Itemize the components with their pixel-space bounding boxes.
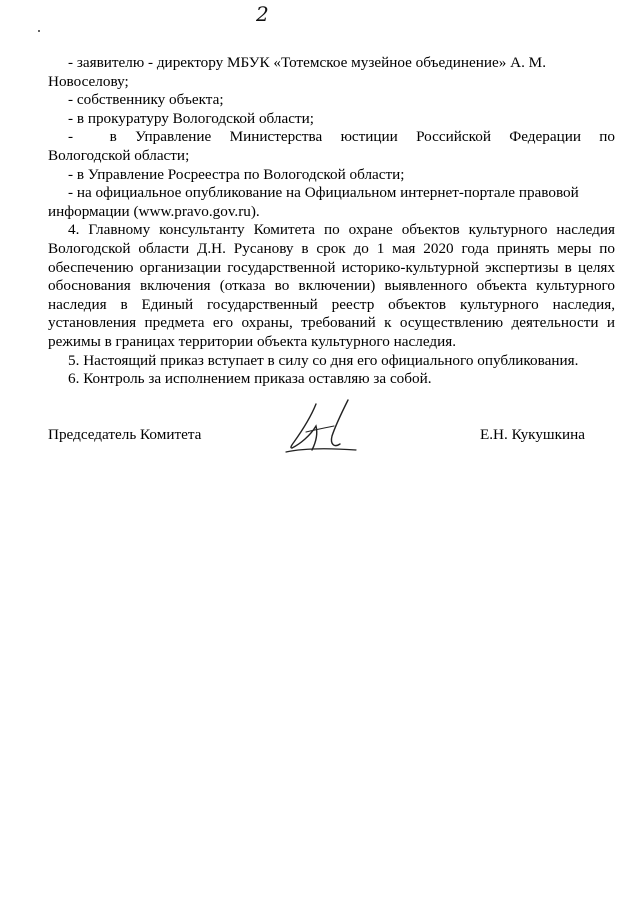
list-item: - собственнику объекта; xyxy=(68,91,224,109)
list-item: - в Управление Министерства юстиции Российской Федерации по xyxy=(68,128,615,146)
list-item: - на официальное опубликование на Официальном интернет-портале правовой xyxy=(68,184,579,202)
list-item-continuation: информации (www.pravo.gov.ru). xyxy=(48,202,260,220)
signatory-position: Председатель Комитета xyxy=(48,426,202,443)
page-number: 2 xyxy=(256,2,269,26)
list-item: - в прокуратуру Вологодской области; xyxy=(68,109,314,127)
document-body xyxy=(48,54,615,389)
paragraph-5: 5. Настоящий приказ вступает в силу со дня его официального опубликования. xyxy=(68,351,579,369)
paragraph-6: 6. Контроль за исполнением приказа оставляю за собой. xyxy=(68,370,432,388)
list-item-continuation: Вологодской области; xyxy=(48,146,190,164)
scan-speck xyxy=(38,30,40,32)
list-item: - в Управление Росреестра по Вологодской области; xyxy=(68,165,405,183)
signatory-name: Е.Н. Кукушкина xyxy=(479,426,585,443)
list-item: - заявителю - директору МБУК «Тотемское музейное объединение» А. М. xyxy=(68,54,546,71)
signature-block xyxy=(48,426,615,456)
paragraph-4: 4. Главному консультанту Комитета по охране объектов культурного наследия Вологодской области Д.Н. Русанову в срок до 1 мая 2020 года принять меры по обеспечению организации государственной историко-культурной экспертизы в целях обоснования включения (отказа во включении) выявленного объекта культурного наследия в Единый государственный реестр объектов культурного наследия, установления предмета его охраны, требований к осуществлению деятельности и режимы в границах территории объекта культурного наследия. xyxy=(48,221,615,350)
list-item-continuation: Новоселову; xyxy=(48,72,129,90)
